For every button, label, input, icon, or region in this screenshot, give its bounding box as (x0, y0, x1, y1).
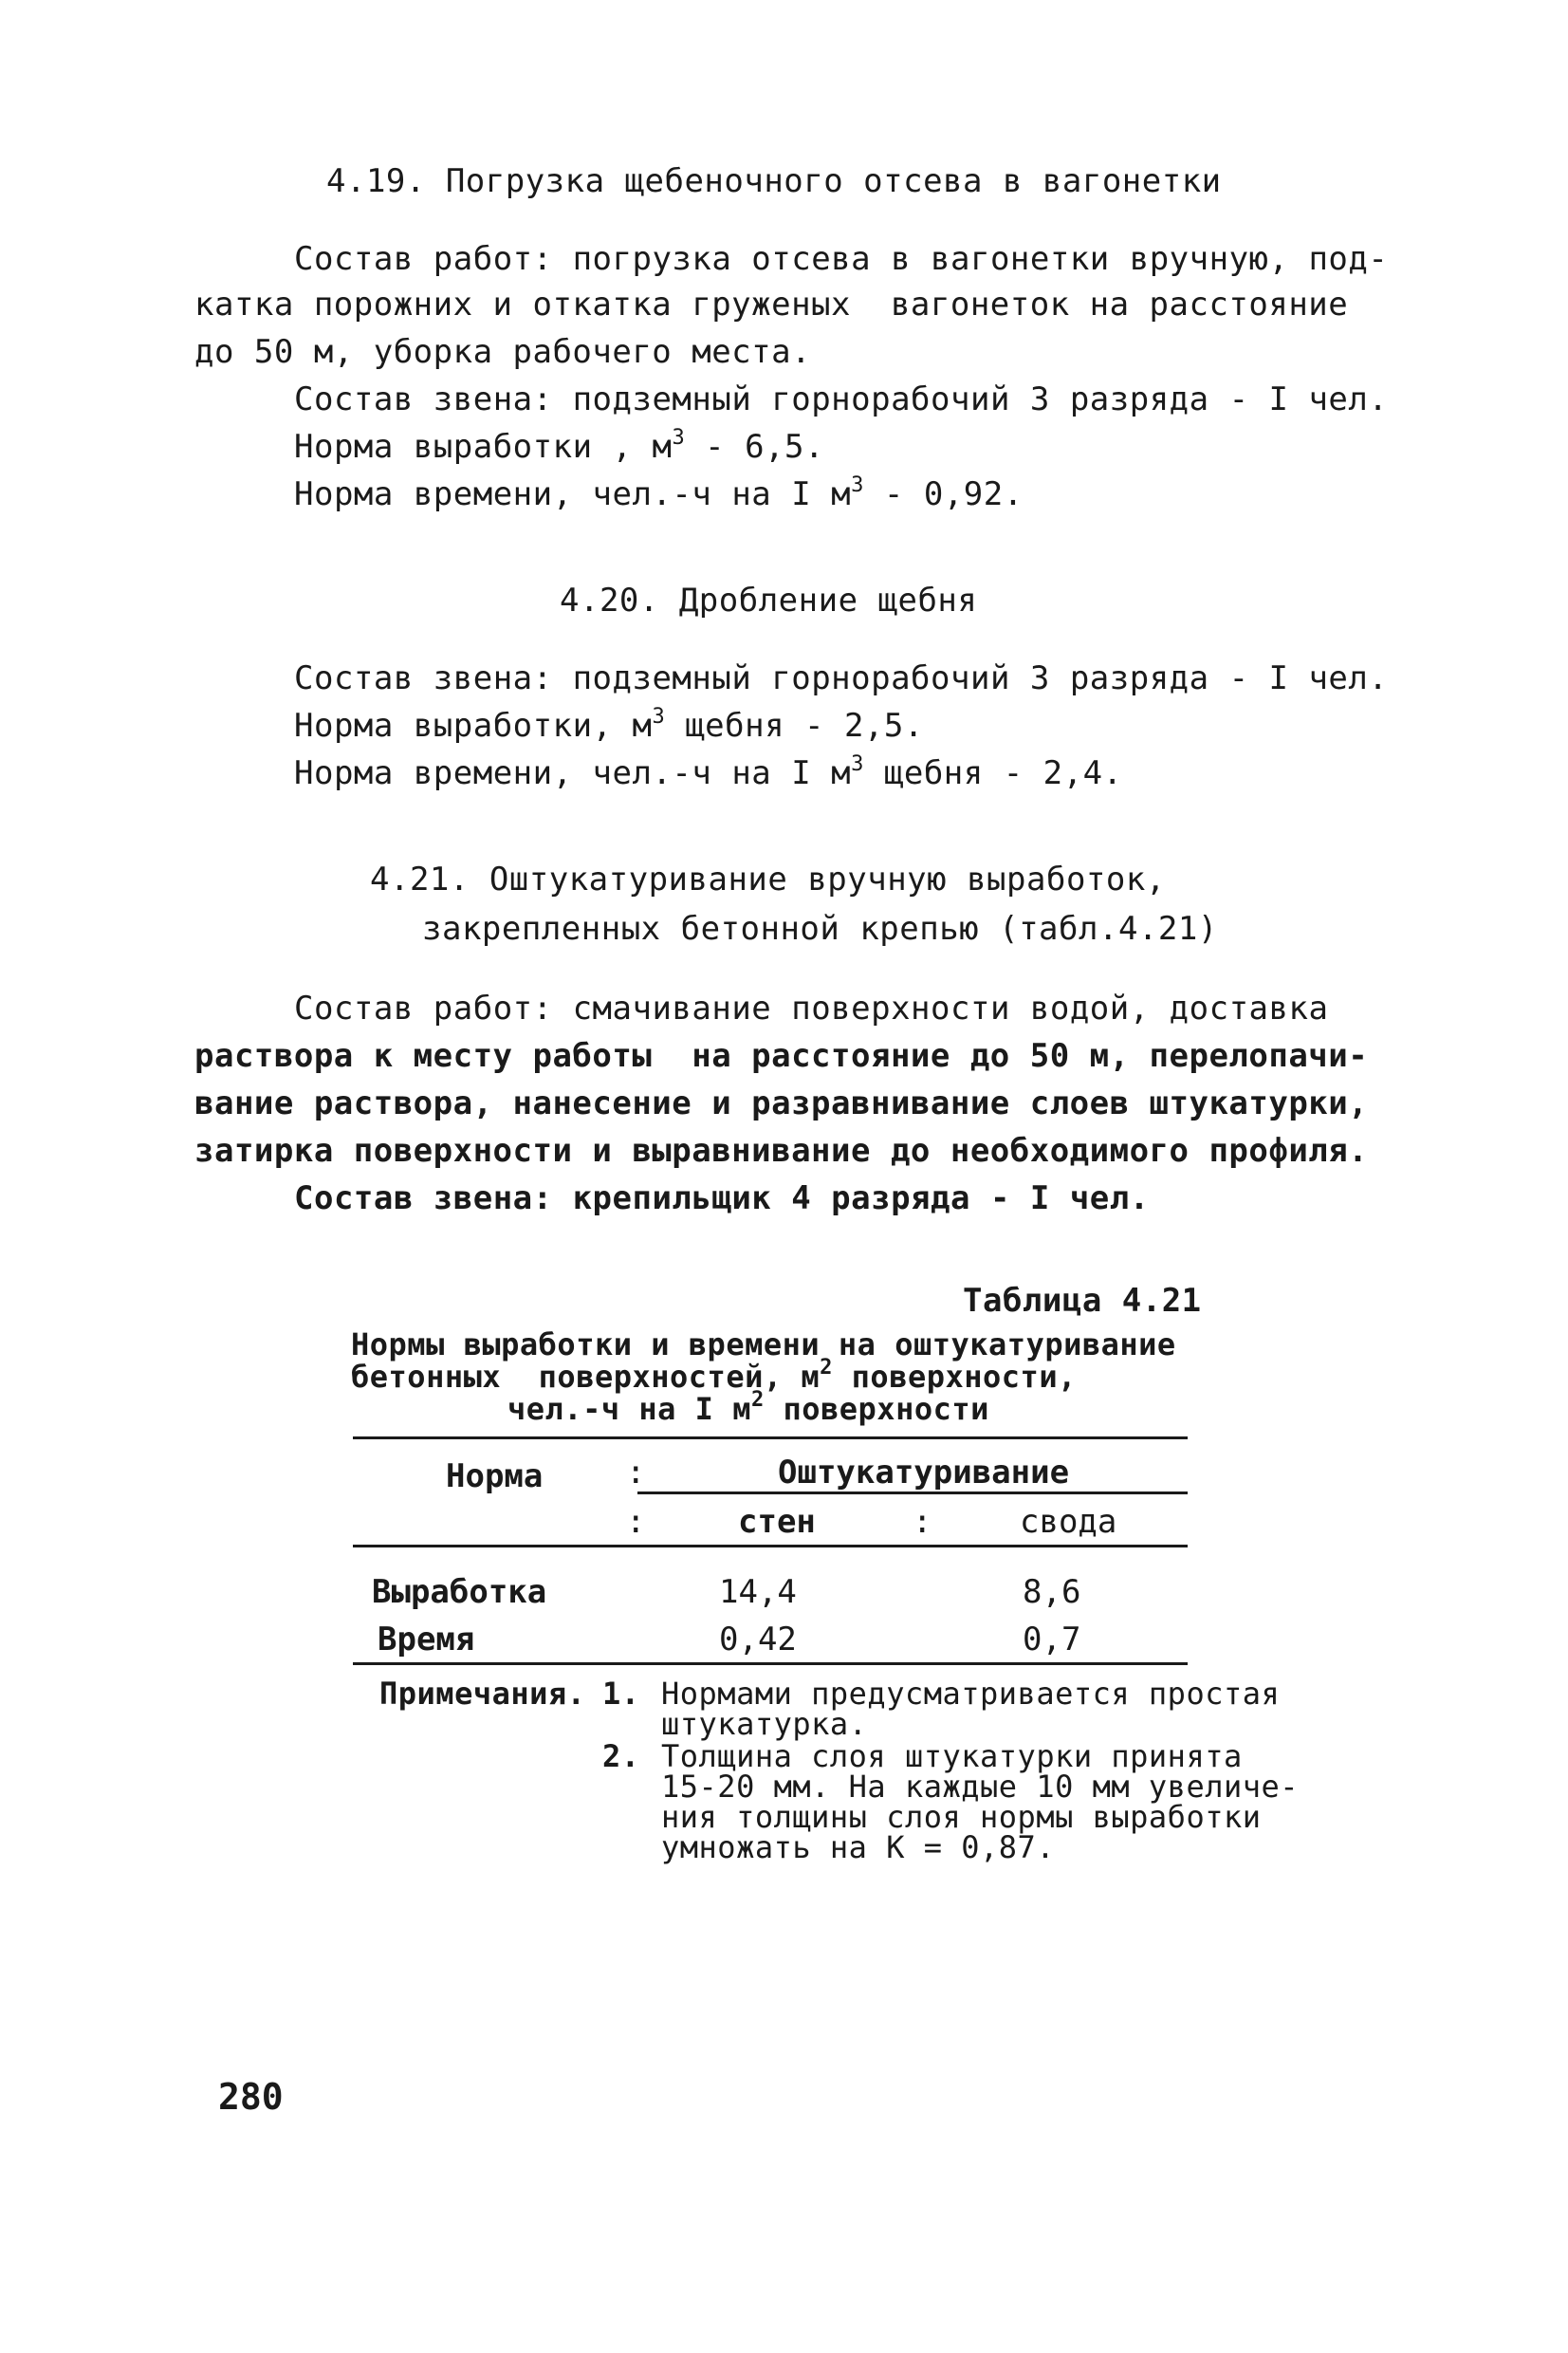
s420-output-norm: Норма выработки, $м^3$ щебня - 2,5. (294, 704, 924, 745)
s421-work-line-3: вание раствора, нанесение и разравнивание слоев штукатурки, (194, 1084, 1369, 1122)
section-4-20-heading: 4.20. Дробление щебня (560, 582, 978, 620)
s419-crew: Состав звена: подземный горнорабочий 3 разряда - I чел. (294, 380, 1389, 418)
note-2-line-1: Толщина слоя штукатурки принята (661, 1738, 1243, 1774)
table-subheader-separator-2: : (913, 1503, 932, 1541)
table-caption-line-2: бетонных поверхностей, $м^2$ поверхности, (351, 1356, 1077, 1395)
table-header-col-vault: свода (1020, 1503, 1117, 1541)
table-header-norm: Норма (446, 1457, 544, 1495)
s420-time-norm: Норма времени, чел.-ч на I $м^3$ щебня - 2,4. (294, 751, 1123, 792)
section-4-21-heading-1: 4.21. Оштукатуривание вручную выработок, (370, 861, 1166, 899)
table-top-rule (353, 1436, 1188, 1439)
table-row-output-vault: 8,6 (1023, 1573, 1081, 1611)
s419-time-norm: Норма времени, чел.-ч на I $м^3 - 0,92$. (294, 472, 1024, 513)
table-row-output-walls: 14,4 (719, 1573, 797, 1611)
table-row-time-walls: 0,42 (719, 1621, 797, 1658)
section-4-21-heading-2: закрепленных бетонной крепью (табл.4.21) (422, 910, 1218, 948)
s421-work-line-2: раствора к месту работы на расстояние до 50 м, перелопачи- (194, 1037, 1369, 1075)
section-4-19-heading: 4.19. Погрузка щебеночного отсева в вагонетки (326, 162, 1222, 200)
table-header-separator: : (626, 1454, 646, 1491)
note-2-number: 2. (602, 1738, 640, 1774)
s421-work-line-1: Состав работ: смачивание поверхности водой, доставка (294, 990, 1329, 1028)
s421-work-line-4: затирка поверхности и выравнивание до необходимого профиля. (194, 1132, 1369, 1170)
s420-crew: Состав звена: подземный горнорабочий 3 разряда - I чел. (294, 659, 1389, 697)
s421-crew: Состав звена: крепильщик 4 разряда - I чел. (294, 1179, 1150, 1217)
table-row-time-name: Время (378, 1621, 475, 1658)
table-row-time-vault: 0,7 (1023, 1621, 1081, 1658)
table-caption-line-1: Нормы выработки и времени на оштукатуривание (351, 1326, 1176, 1362)
s419-output-norm: Норма выработки , $м^3 - 6,5$. (294, 425, 824, 466)
table-header-col-walls: стен (738, 1503, 816, 1541)
table-bottom-rule (353, 1662, 1188, 1665)
note-2-line-4: умножать на К = 0,87. (661, 1829, 1056, 1865)
table-header-rule (353, 1545, 1188, 1547)
s419-work-line-3: до 50 м, уборка рабочего места. (194, 333, 812, 371)
table-row-output-name: Выработка (372, 1573, 547, 1611)
s419-work-line-1: Состав работ: погрузка отсева в вагонетки вручную, под- (294, 240, 1389, 278)
note-1-number: 1. (602, 1676, 640, 1712)
s419-work-line-2: катка порожних и откатка груженых вагонеток на расстояние (194, 286, 1349, 324)
notes-label: Примечания. (379, 1676, 586, 1712)
table-header-group: Оштукатуривание (778, 1454, 1070, 1491)
table-subheader-separator-1: : (626, 1503, 646, 1541)
table-label: Таблица 4.21 (963, 1282, 1202, 1320)
page-number: 280 (218, 2076, 284, 2118)
table-caption-line-3: чел.-ч на I $м^2$ поверхности (507, 1388, 989, 1427)
note-1-line-1: Нормами предусматривается простая (661, 1676, 1281, 1712)
note-1-line-2: штукатурка. (661, 1706, 868, 1742)
table-group-rule (637, 1491, 1188, 1494)
note-2-line-3: ния толщины слоя нормы выработки (661, 1799, 1262, 1835)
note-2-line-2: 15-20 мм. На каждые 10 мм увеличе- (661, 1769, 1300, 1805)
